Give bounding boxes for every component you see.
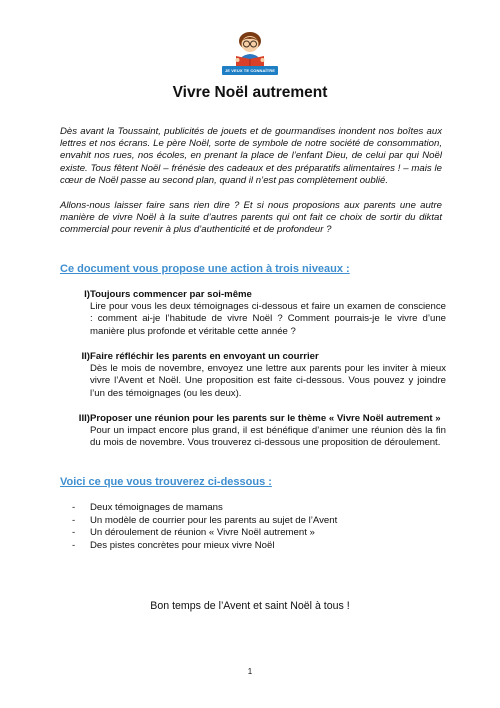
- list-item: [72, 502, 337, 515]
- closing-greeting: Bon temps de l’Avent et saint Noël à tous !: [150, 600, 350, 612]
- dash-bullet-icon: -: [72, 539, 76, 551]
- bullet-text: Un déroulement de réunion « Vivre Noël autrement »: [90, 527, 315, 539]
- dash-bullet-icon: -: [72, 502, 76, 513]
- item-heading: Faire réfléchir les parents en envoyant un courrier: [90, 351, 319, 362]
- item-number: III): [78, 413, 90, 424]
- dash-bullet-icon: -: [72, 527, 76, 539]
- dash-bullet-icon: -: [72, 514, 76, 526]
- item-number: II): [81, 351, 90, 362]
- item-body: Lire pour vous les deux témoignages ci-dessous et faire un examen de conscience : comment ai-je l’habitude de vivre Noël ? Comment pourrais-je le vivre d’une manière plus profonde et véritable cette année ?: [90, 301, 446, 337]
- list-item: [72, 515, 337, 528]
- bullet-text: Un modèle de courrier pour les parents au sujet de l’Avent: [90, 514, 338, 526]
- section-heading-actions: Ce document vous propose une action à trois niveaux :: [60, 263, 350, 275]
- bullet-text: Deux témoignages de mamans: [90, 502, 223, 513]
- item-number: I): [84, 289, 90, 300]
- bullet-text: Des pistes concrètes pour mieux vivre Noël: [90, 539, 275, 551]
- intro-paragraph-2: Allons-nous laisser faire sans rien dire ? Et si nous proposions aux parents une autre manière de vivre Noël à la suite d’autres parents qui ont fait ce choix de sortir du diktat commercial pour revenir à plus d’authenticité et de profondeur ?: [60, 200, 442, 236]
- item-body: Pour un impact encore plus grand, il est bénéfique d’animer une réunion dès la fin du mois de novembre. Vous trouverez ci-dessous une proposition de déroulement.: [90, 425, 446, 449]
- item-heading: Proposer une réunion pour les parents sur le thème « Vivre Noël autrement »: [90, 413, 441, 424]
- page-number: 1: [247, 667, 253, 676]
- logo-banner-text: JE VEUX TE CONNAÎTRE: [224, 68, 275, 73]
- child-reading-icon: [222, 30, 278, 68]
- section-heading-contents: Voici ce que vous trouverez ci-dessous :: [60, 476, 272, 488]
- list-item: [72, 527, 337, 540]
- item-body: Dès le mois de novembre, envoyez une lettre aux parents pour les inviter à mieux vivre l’Avent et Noël. Une proposition est faite ci-dessous. Vous pouvez y joindre l’un des témoignages (ou les deux).: [90, 363, 446, 399]
- reading-child-logo: [222, 30, 278, 78]
- list-item: [72, 540, 337, 553]
- contents-list: [72, 502, 337, 552]
- page-title: Vivre Noël autrement: [172, 84, 328, 101]
- item-heading: Toujours commencer par soi-même: [90, 289, 252, 300]
- intro-paragraph-1: Dès avant la Toussaint, publicités de jouets et de gourmandises inondent nos boîtes aux lettres et nos écrans. Le père Noël, sorte de symbole de notre société de consommation, envahit nos rues, nos écoles, en prenant la place de l’enfant Dieu, de celui par qui Noël existe. Tous fêtent Noël – frénésie des cadeaux et des préparatifs alimentaires ! – mais le cœur de Noël passe au second plan, quand il n’est pas complètement oublié.: [60, 126, 442, 186]
